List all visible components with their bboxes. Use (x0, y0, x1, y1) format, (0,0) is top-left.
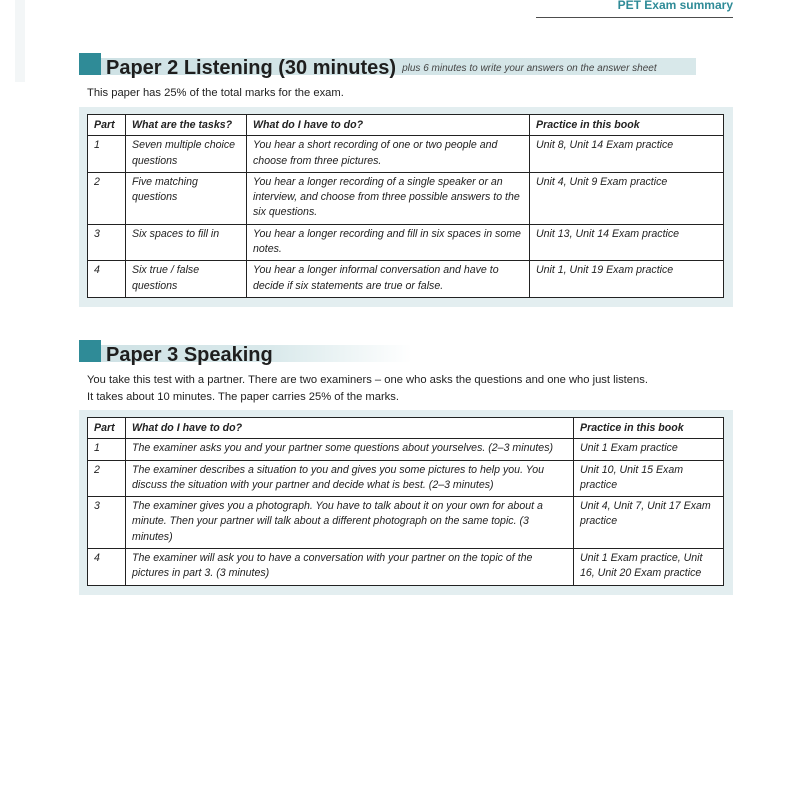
paper3-table (87, 417, 724, 586)
description-cell: The examiner gives you a photograph. You have to talk about it on your own for about a minute. Then your partner will talk about a different photograph on the same topic. (3 minutes) (126, 497, 574, 549)
table-row (88, 460, 724, 497)
table-row (88, 439, 724, 460)
part-cell: 2 (88, 172, 126, 224)
table-row (88, 497, 724, 549)
table-header-row (88, 418, 724, 439)
description-cell: The examiner describes a situation to you and gives you some pictures to help you. You discuss the situation with your partner and decide what is best. (2–3 minutes) (126, 460, 574, 497)
description-cell: The examiner will ask you to have a conversation with your partner on the topic of the pictures in part 3. (3 minutes) (126, 549, 574, 586)
practice-cell: Unit 10, Unit 15 Exam practice (574, 460, 724, 497)
paper2-title: Paper 2 Listening (30 minutes) (106, 57, 397, 79)
section-marker (79, 340, 101, 362)
practice-cell: Unit 8, Unit 14 Exam practice (530, 136, 724, 173)
part-cell: 3 (88, 497, 126, 549)
paper2-intro: This paper has 25% of the total marks for the exam. (87, 87, 344, 99)
section-marker (79, 53, 101, 75)
practice-cell: Unit 4, Unit 7, Unit 17 Exam practice (574, 497, 724, 549)
part-cell: 2 (88, 460, 126, 497)
task-cell: Five matching questions (126, 172, 247, 224)
paper3-intro-line: You take this test with a partner. There are two examiners – one who asks the questions and one who just listens. (87, 374, 648, 386)
column-header: Practice in this book (574, 418, 724, 439)
paper3-title: Paper 3 Speaking (106, 344, 273, 366)
table-row (88, 136, 724, 173)
practice-cell: Unit 1, Unit 19 Exam practice (530, 261, 724, 298)
paper2-subtitle: plus 6 minutes to write your answers on the answer sheet (402, 63, 657, 74)
task-cell: Six spaces to fill in (126, 224, 247, 261)
running-header: PET Exam summary (536, 0, 733, 18)
table-header-row (88, 115, 724, 136)
table-row (88, 261, 724, 298)
column-header: What do I have to do? (126, 418, 574, 439)
column-header: Part (88, 115, 126, 136)
practice-cell: Unit 1 Exam practice, Unit 16, Unit 20 Exam practice (574, 549, 724, 586)
margin-rule (15, 0, 25, 82)
description-cell: You hear a short recording of one or two people and choose from three pictures. (247, 136, 530, 173)
description-cell: The examiner asks you and your partner some questions about yourselves. (2–3 minutes) (126, 439, 574, 460)
task-cell: Seven multiple choice questions (126, 136, 247, 173)
practice-cell: Unit 1 Exam practice (574, 439, 724, 460)
paper2-table-panel (79, 107, 733, 307)
practice-cell: Unit 4, Unit 9 Exam practice (530, 172, 724, 224)
table-row (88, 172, 724, 224)
column-header: What do I have to do? (247, 115, 530, 136)
paper3-table-panel (79, 410, 733, 595)
description-cell: You hear a longer recording of a single speaker or an interview, and choose from three possible answers to the six questions. (247, 172, 530, 224)
paper2-table (87, 114, 724, 298)
part-cell: 4 (88, 549, 126, 586)
part-cell: 1 (88, 439, 126, 460)
task-cell: Six true / false questions (126, 261, 247, 298)
paper3-intro-line: It takes about 10 minutes. The paper carries 25% of the marks. (87, 391, 399, 403)
description-cell: You hear a longer informal conversation and have to decide if six statements are true or false. (247, 261, 530, 298)
description-cell: You hear a longer recording and fill in six spaces in some notes. (247, 224, 530, 261)
paper3-intro (87, 372, 648, 406)
part-cell: 3 (88, 224, 126, 261)
part-cell: 1 (88, 136, 126, 173)
paper2-heading (79, 53, 696, 79)
paper3-heading (79, 340, 412, 366)
practice-cell: Unit 13, Unit 14 Exam practice (530, 224, 724, 261)
table-row (88, 549, 724, 586)
column-header: Part (88, 418, 126, 439)
part-cell: 4 (88, 261, 126, 298)
column-header: What are the tasks? (126, 115, 247, 136)
table-row (88, 224, 724, 261)
column-header: Practice in this book (530, 115, 724, 136)
